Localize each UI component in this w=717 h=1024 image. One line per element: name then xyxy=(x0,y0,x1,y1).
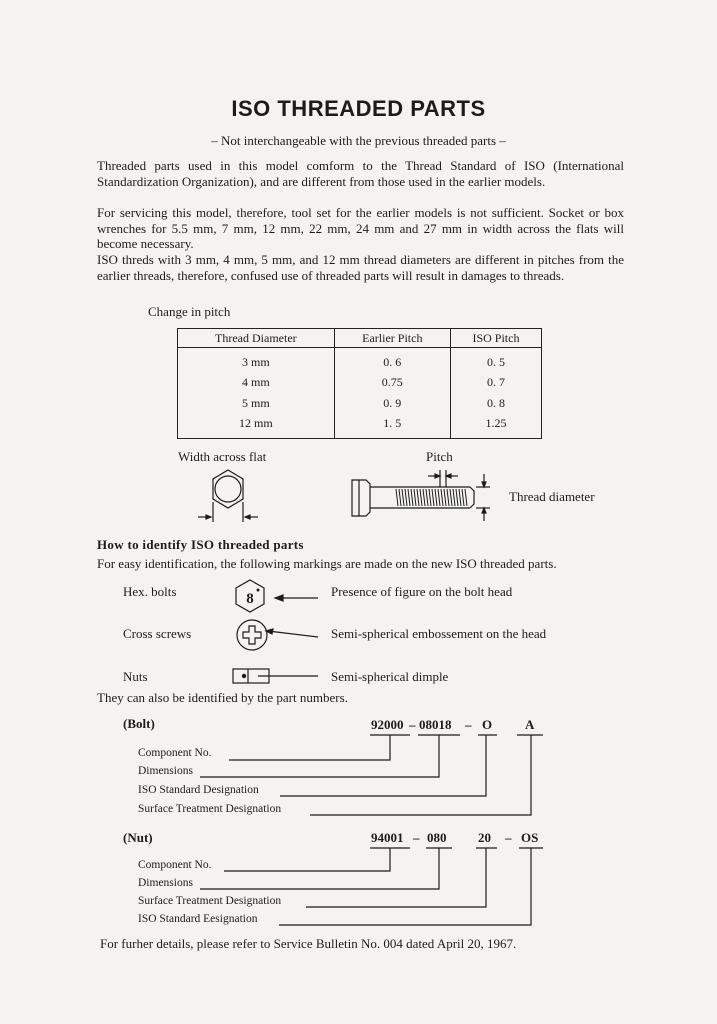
bolt-side-view-icon xyxy=(352,470,490,521)
bolt-code-sep-1: – xyxy=(409,717,416,732)
page-title: ISO THREADED PARTS xyxy=(231,96,486,121)
header-earlier-pitch: Earlier Pitch xyxy=(334,329,450,348)
hex-nut-icon xyxy=(198,470,258,522)
cross-screw-icon xyxy=(237,620,267,650)
nut-code-dimensions: 080 xyxy=(427,830,447,845)
bolt-line-surface: Surface Treatment Designation xyxy=(138,803,282,815)
nuts-desc: Semi-spherical dimple xyxy=(331,669,449,684)
width-across-flat-label: Width across flat xyxy=(178,449,267,464)
table-cell: 0.75 xyxy=(334,373,450,394)
pitch-label: Pitch xyxy=(426,449,453,464)
nuts-label: Nuts xyxy=(123,669,148,684)
pitch-caption: Change in pitch xyxy=(148,304,231,319)
identify-intro: For easy identification, the following markings are made on the new ISO threaded parts. xyxy=(97,556,557,571)
table-cell: 1. 5 xyxy=(334,414,450,439)
table-cell: 0. 6 xyxy=(334,348,450,373)
bolt-line-dimensions: Dimensions xyxy=(138,765,193,777)
header-iso-pitch: ISO Pitch xyxy=(450,329,541,348)
header-thread-diameter: Thread Diameter xyxy=(178,329,335,348)
table-cell: 0. 9 xyxy=(334,393,450,414)
bolt-code-surface: A xyxy=(525,717,535,732)
nut-code-sep-2: – xyxy=(505,830,512,845)
nut-line-iso: ISO Standard Eesignation xyxy=(138,913,258,925)
hex-bolts-label: Hex. bolts xyxy=(123,584,177,599)
table-cell: 12 mm xyxy=(178,414,335,439)
identify-heading: How to identify ISO threaded parts xyxy=(97,537,304,552)
part-numbers-note: They can also be identified by the part numbers. xyxy=(97,690,348,705)
bolt-code-iso: O xyxy=(482,717,493,732)
paragraph-pitch-warning: ISO threds with 3 mm, 4 mm, 5 mm, and 12 mm thread diameters are different in pitches from the earlier threads, therefore, confused use of threaded parts will result in damages to threads. xyxy=(97,252,624,283)
table-cell: 0. 8 xyxy=(450,393,541,414)
table-cell: 4 mm xyxy=(178,373,335,394)
nut-code-iso: OS xyxy=(521,830,539,845)
svg-text:8: 8 xyxy=(246,591,254,607)
table-cell: 1.25 xyxy=(450,414,541,439)
table-cell: 0. 7 xyxy=(450,373,541,394)
nut-code-surface: 20 xyxy=(478,830,491,845)
nut-code-component: 94001 xyxy=(371,830,404,845)
nut-line-dimensions: Dimensions xyxy=(138,877,193,889)
bolt-line-component: Component No. xyxy=(138,747,212,759)
bolt-code-component: 92000 xyxy=(371,717,404,732)
hex-bolts-desc: Presence of figure on the bolt head xyxy=(331,584,513,599)
table-cell: 5 mm xyxy=(178,393,335,414)
nut-label: (Nut) xyxy=(123,830,153,845)
cross-screws-label: Cross screws xyxy=(123,626,192,641)
table-cell: 3 mm xyxy=(178,348,335,373)
nut-line-component: Component No. xyxy=(138,859,212,871)
bolt-line-iso: ISO Standard Designation xyxy=(138,784,259,796)
footer-note: For furher details, please refer to Service Bulletin No. 004 dated April 20, 1967. xyxy=(100,936,517,951)
cross-screws-desc: Semi-spherical embossement on the head xyxy=(331,626,547,641)
thread-diameter-label: Thread diameter xyxy=(509,489,595,504)
table-cell: 0. 5 xyxy=(450,348,541,373)
nut-line-surface: Surface Treatment Designation xyxy=(138,895,282,907)
page-subtitle: – Not interchangeable with the previous threaded parts – xyxy=(211,133,506,148)
paragraph-tools: For servicing this model, therefore, tool set for the earlier models is not sufficient. Socket or box wrenches for 5.5 mm, 7 mm, 12 mm, 22 mm, 24 mm and 27 mm in width across the flats will become necessary. xyxy=(97,205,624,251)
bolt-code-dimensions: 08018 xyxy=(419,717,452,732)
bolt-code-sep-2: – xyxy=(465,717,472,732)
nut-code-sep-1: – xyxy=(413,830,420,845)
bolt-label: (Bolt) xyxy=(123,716,155,731)
paragraph-standard: Threaded parts used in this model comform to the Thread Standard of ISO (International Standardization Organization), and are different from those used in the earlier models. xyxy=(97,158,624,189)
